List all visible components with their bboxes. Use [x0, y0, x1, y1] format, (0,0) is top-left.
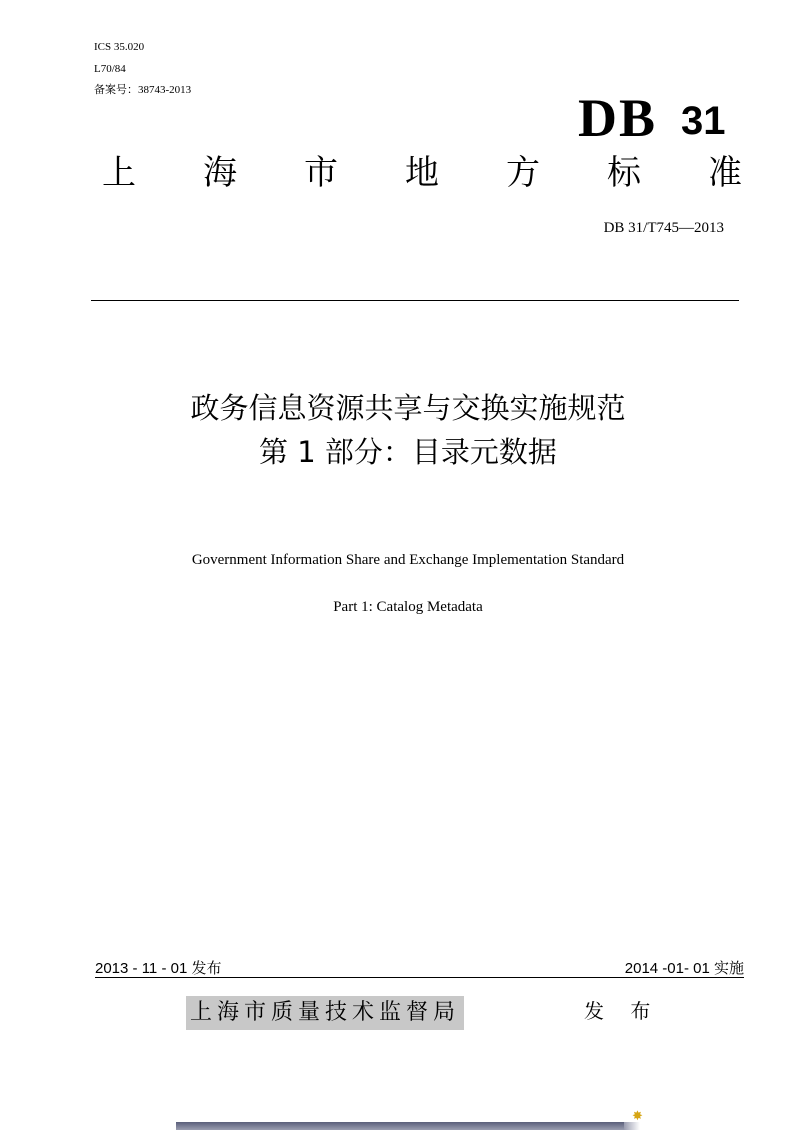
ics-code: ICS 35.020: [94, 41, 145, 53]
filing-number: 备案号：38743-2013: [94, 84, 192, 96]
implementation-date: 2014 -01- 01 实施: [624, 960, 744, 977]
publish-label: 发 布: [584, 999, 661, 1023]
standard-code-number: 31: [681, 99, 726, 143]
standard-category-char: 上: [102, 153, 136, 193]
star-icon: ✸: [632, 1109, 643, 1124]
standard-category-char: 准: [708, 153, 742, 193]
standard-category-char: 海: [203, 153, 237, 193]
standard-category-char: 地: [405, 153, 439, 193]
english-title-line-1: Government Information Share and Exchange Implementation Standard: [191, 552, 625, 568]
english-title-line-2: Part 1: Catalog Metadata: [333, 599, 483, 615]
release-date: 2013 - 11 - 01 发布: [95, 960, 222, 977]
standard-category-char: 标: [607, 153, 641, 193]
footer-bar: [176, 1122, 632, 1130]
dates-divider: [95, 977, 744, 978]
standard-code-letters: DB: [578, 88, 658, 148]
chinese-title-line-2: 第 1 部分：目录元数据: [259, 435, 557, 469]
header-divider: [91, 300, 739, 301]
issuing-authority: 上海市质量技术监督局: [186, 996, 464, 1030]
classification-code: L70/84: [94, 63, 126, 75]
standard-category-char: 方: [506, 153, 540, 193]
standard-category-char: 市: [304, 153, 338, 193]
chinese-title-line-1: 政务信息资源共享与交换实施规范: [190, 391, 626, 425]
standard-number: DB 31/T745—2013: [603, 220, 724, 236]
